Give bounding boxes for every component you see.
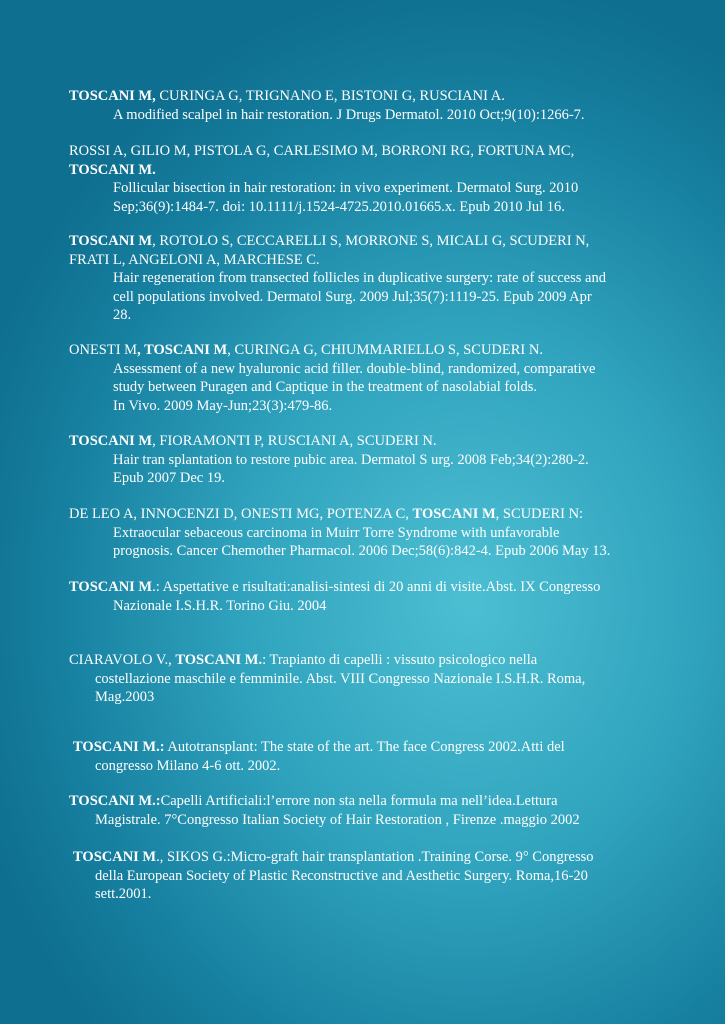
highlighted-author: TOSCANI M xyxy=(69,233,153,249)
highlighted-author: TOSCANI M xyxy=(73,849,157,865)
citation-text: In Vivo. 2009 May-Jun;23(3):479-86. xyxy=(113,397,333,414)
citation-text: Capelli Artificiali:l’errore non sta nella formula ma nell’idea.Lettura xyxy=(160,793,558,809)
reference-entry xyxy=(73,848,594,904)
reference-entry xyxy=(73,738,565,775)
citation-text: sett.2001. xyxy=(95,886,152,902)
citation-text: study between Puragen and Captique in the treatment of nasolabial folds. xyxy=(113,379,538,395)
authors-text: FRATI L, ANGELONI A, MARCHESE C. xyxy=(69,251,320,268)
authors-text: ONESTI M xyxy=(69,342,138,358)
authors-text: DE LEO A, INNOCENZI D, ONESTI MG, POTENZA C, xyxy=(69,506,413,522)
reference-entry xyxy=(69,432,589,488)
highlighted-author: , TOSCANI M xyxy=(137,342,228,358)
citation-text: Assessment of a new hyaluronic acid filler. double-blind, randomized, comparative xyxy=(113,360,596,377)
citation-text: Follicular bisection in hair restoration: in vivo experiment. Dermatol Surg. 2010 xyxy=(113,180,579,196)
reference-entry xyxy=(69,87,585,124)
citation-text: prognosis. Cancer Chemother Pharmacol. 2006 Dec;58(6):842-4. Epub 2006 May 13. xyxy=(113,543,611,559)
reference-entry xyxy=(69,142,578,216)
citation-text: A modified scalpel in hair restoration. J Drugs Dermatol. 2010 Oct;9(10):1266-7. xyxy=(113,106,585,123)
citation-text: Sep;36(9):1484-7. doi: 10.1111/j.1524-4725.2010.01665.x. Epub 2010 Jul 16. xyxy=(113,198,565,215)
authors-text: CURINGA G, TRIGNANO E, BISTONI G, RUSCIANI A. xyxy=(155,88,505,104)
citation-text: 28. xyxy=(113,307,132,323)
authors-text: , CURINGA G, CHIUMMARIELLO S, SCUDERI N. xyxy=(227,342,543,358)
citation-text: : Trapianto di capelli : vissuto psicologico nella xyxy=(262,652,538,668)
highlighted-author: TOSCANI M. xyxy=(69,161,156,178)
citation-text: Nazionale I.S.H.R. Torino Giu. 2004 xyxy=(113,597,327,614)
reference-entry xyxy=(69,232,606,325)
citation-text: della European Society of Plastic Reconstructive and Aesthetic Surgery. Roma,16-20 xyxy=(95,867,588,884)
authors-text: , FIORAMONTI P, RUSCIANI A, SCUDERI N. xyxy=(152,433,437,449)
citation-text: cell populations involved. Dermatol Surg. 2009 Jul;35(7):1119-25. Epub 2009 Apr xyxy=(113,288,592,305)
citation-text: congresso Milano 4-6 ott. 2002. xyxy=(95,757,281,774)
citation-text: Epub 2007 Dec 19. xyxy=(113,470,225,486)
citation-text: Extraocular sebaceous carcinoma in Muirr Torre Syndrome with unfavorable xyxy=(113,524,560,541)
highlighted-author: TOSCANI M xyxy=(412,506,496,522)
highlighted-author: TOSCANI M xyxy=(69,579,153,595)
authors-text: ROSSI A, GILIO M, PISTOLA G, CARLESIMO M, BORRONI RG, FORTUNA MC, xyxy=(69,143,575,159)
highlighted-author: TOSCANI M, xyxy=(69,88,156,104)
reference-entry xyxy=(69,578,600,615)
highlighted-author: TOSCANI M. xyxy=(175,652,263,668)
citation-text: costellazione maschile e femminile. Abst. VIII Congresso Nazionale I.S.H.R. Roma, xyxy=(95,670,586,687)
reference-entry xyxy=(69,651,585,707)
highlighted-author: TOSCANI M.: xyxy=(73,739,165,755)
citation-text: Magistrale. 7°Congresso Italian Society of Hair Restoration , Firenze .maggio 2002 xyxy=(95,811,580,828)
highlighted-author: TOSCANI M.: xyxy=(69,793,161,809)
authors-text: , ROTOLO S, CECCARELLI S, MORRONE S, MICALI G, SCUDERI N, xyxy=(152,233,590,249)
reference-entry xyxy=(69,792,580,829)
citation-text: Mag.2003 xyxy=(95,689,155,705)
citation-text: Autotransplant: The state of the art. The face Congress 2002.Atti del xyxy=(164,739,565,755)
highlighted-author: TOSCANI M xyxy=(69,433,153,449)
reference-entry xyxy=(69,341,595,415)
citation-text: ., SIKOS G.:Micro-graft hair transplantation .Training Corse. 9° Congresso xyxy=(156,849,594,865)
citation-text: .: Aspettative e risultati:analisi-sintesi di 20 anni di visite.Abst. IX Congresso xyxy=(152,579,601,595)
authors-text: , SCUDERI N: xyxy=(495,506,584,522)
citation-text: Hair regeneration from transected follicles in duplicative surgery: rate of success and xyxy=(113,270,606,286)
citation-text: Hair tran splantation to restore pubic area. Dermatol S urg. 2008 Feb;34(2):280-2. xyxy=(113,451,589,468)
reference-entry xyxy=(69,505,610,561)
authors-text: CIARAVOLO V., xyxy=(69,652,176,668)
